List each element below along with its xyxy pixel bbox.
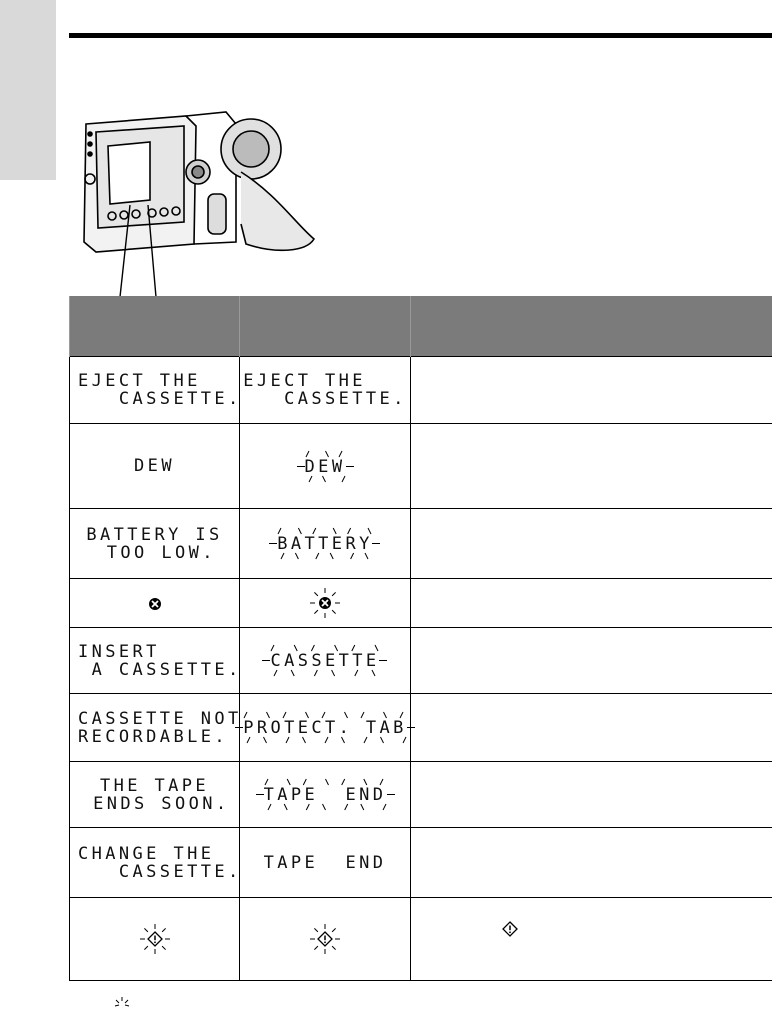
description-cell: [411, 828, 772, 898]
table-row: [70, 694, 772, 762]
viewfinder-message: DEW: [304, 456, 346, 477]
header-rule: [69, 33, 772, 38]
viewfinder-message-cell: [240, 628, 411, 694]
viewfinder-message-cell: [240, 828, 411, 898]
lcd-message-cell: [70, 762, 240, 828]
lcd-message: THE TAPE ENDS SOON.: [93, 775, 230, 814]
lcd-message-cell: [70, 828, 240, 898]
table-row: [70, 579, 772, 628]
lcd-message: CASSETTE NOT RECORDABLE.: [78, 708, 242, 747]
cross-circle-icon: [308, 586, 342, 620]
table-row: [70, 357, 772, 424]
lcd-pointer-lines: [100, 205, 180, 297]
lcd-message: BATTERY IS TOO LOW.: [86, 524, 223, 563]
viewfinder-message: TAPE END: [263, 853, 387, 873]
table-row: [70, 762, 772, 828]
lcd-message-cell: [70, 898, 240, 981]
warning-diamond-icon: [501, 920, 519, 938]
lcd-message: DEW: [134, 456, 175, 476]
lcd-message: CHANGE THE CASSETTE.: [78, 843, 242, 882]
viewfinder-message-cell: [240, 357, 411, 424]
viewfinder-message-cell: [240, 694, 411, 762]
viewfinder-message-cell: [240, 898, 411, 981]
lcd-message: EJECT THE CASSETTE.: [78, 371, 242, 409]
cross-circle-icon: [146, 595, 164, 613]
flash-rays-icon: [262, 643, 387, 678]
viewfinder-message-cell: [240, 509, 411, 579]
section-side-tab: [0, 0, 56, 180]
description-cell: [411, 357, 772, 424]
description-cell: [411, 694, 772, 762]
header-description: [411, 296, 772, 357]
flash-rays-icon: [110, 995, 134, 1011]
viewfinder-message-cell: [240, 579, 411, 628]
header-lcd: [70, 296, 240, 357]
message-table: [69, 296, 772, 981]
viewfinder-message: EJECT THE CASSETTE.: [243, 371, 407, 409]
flash-rays-icon: [297, 449, 354, 484]
description-cell: [411, 424, 772, 509]
description-cell: [411, 509, 772, 579]
lcd-message-cell: [70, 509, 240, 579]
header-viewfinder: [240, 296, 411, 357]
viewfinder-message: TAPE END: [263, 785, 387, 805]
table-row: [70, 628, 772, 694]
table-row: [70, 828, 772, 898]
lcd-message-cell: [70, 424, 240, 509]
table-row: [70, 509, 772, 579]
flash-rays-icon: [256, 777, 395, 812]
viewfinder-message: BATTERY: [277, 534, 373, 554]
description-cell: [411, 628, 772, 694]
description-cell: [411, 762, 772, 828]
lcd-message-cell: [70, 694, 240, 762]
description-cell: [411, 579, 772, 628]
lcd-message-cell: [70, 579, 240, 628]
description-cell: [411, 898, 772, 981]
table-row: [70, 424, 772, 509]
lcd-message-cell: [70, 357, 240, 424]
viewfinder-message: PROTECT. TAB: [243, 718, 407, 738]
lcd-message-cell: [70, 628, 240, 694]
viewfinder-message-cell: [240, 424, 411, 509]
flash-rays-icon: [269, 526, 380, 561]
flash-rays-icon: [235, 710, 415, 745]
warning-diamond-icon: [308, 922, 342, 956]
table-row: [70, 898, 772, 981]
warning-diamond-icon: [138, 922, 172, 956]
viewfinder-message: CASSETTE: [270, 651, 380, 671]
lcd-message: INSERT A CASSETTE.: [78, 641, 242, 680]
viewfinder-message-cell: [240, 762, 411, 828]
